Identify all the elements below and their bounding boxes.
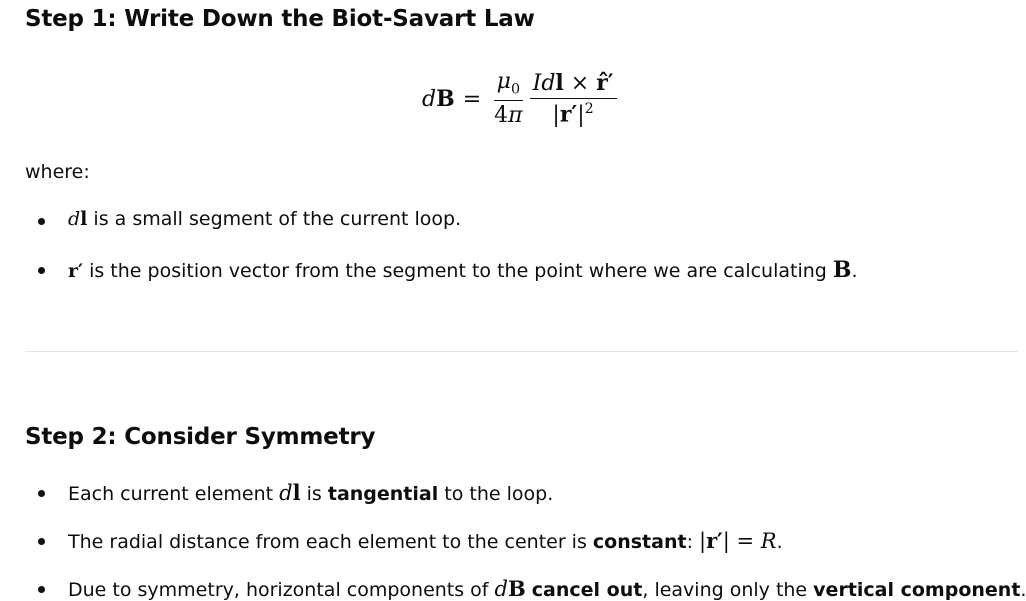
main-denominator: $|r'|^2$ <box>552 100 594 128</box>
bullet-dot <box>38 218 45 225</box>
bullet-dot <box>38 490 45 497</box>
math-dl: dl <box>68 208 88 230</box>
list-item-text: is a small segment of the current loop. <box>87 208 462 230</box>
where-label: where: <box>25 161 90 183</box>
main-fraction <box>530 71 617 128</box>
equation-equals: = <box>462 86 482 112</box>
bullet-dot <box>38 538 45 545</box>
math-dl: dl <box>279 480 301 505</box>
step1-heading: Step 1: Write Down the Biot-Savart Law <box>25 6 535 32</box>
bullet-dot <box>38 267 45 274</box>
equation-lhs: dB <box>422 86 455 112</box>
section-divider <box>25 351 1018 352</box>
math-r-equals-R: |r′| = R <box>699 528 777 553</box>
step2-heading: Step 2: Consider Symmetry <box>25 424 376 450</box>
math-r-prime: r′ <box>68 260 84 282</box>
list-item-text: is the position vector from the segment to the point where we are calculating <box>83 260 833 282</box>
coefficient-fraction <box>491 69 525 128</box>
coefficient-numerator: $\mu_0$ <box>494 69 523 101</box>
main-numerator: Idl × r̂′ <box>530 71 617 99</box>
math-dB: dB <box>494 576 526 601</box>
math-B: B <box>832 257 852 283</box>
bullet-dot <box>38 586 45 593</box>
coefficient-denominator: 4π <box>494 103 523 129</box>
biot-savart-equation <box>422 64 619 134</box>
